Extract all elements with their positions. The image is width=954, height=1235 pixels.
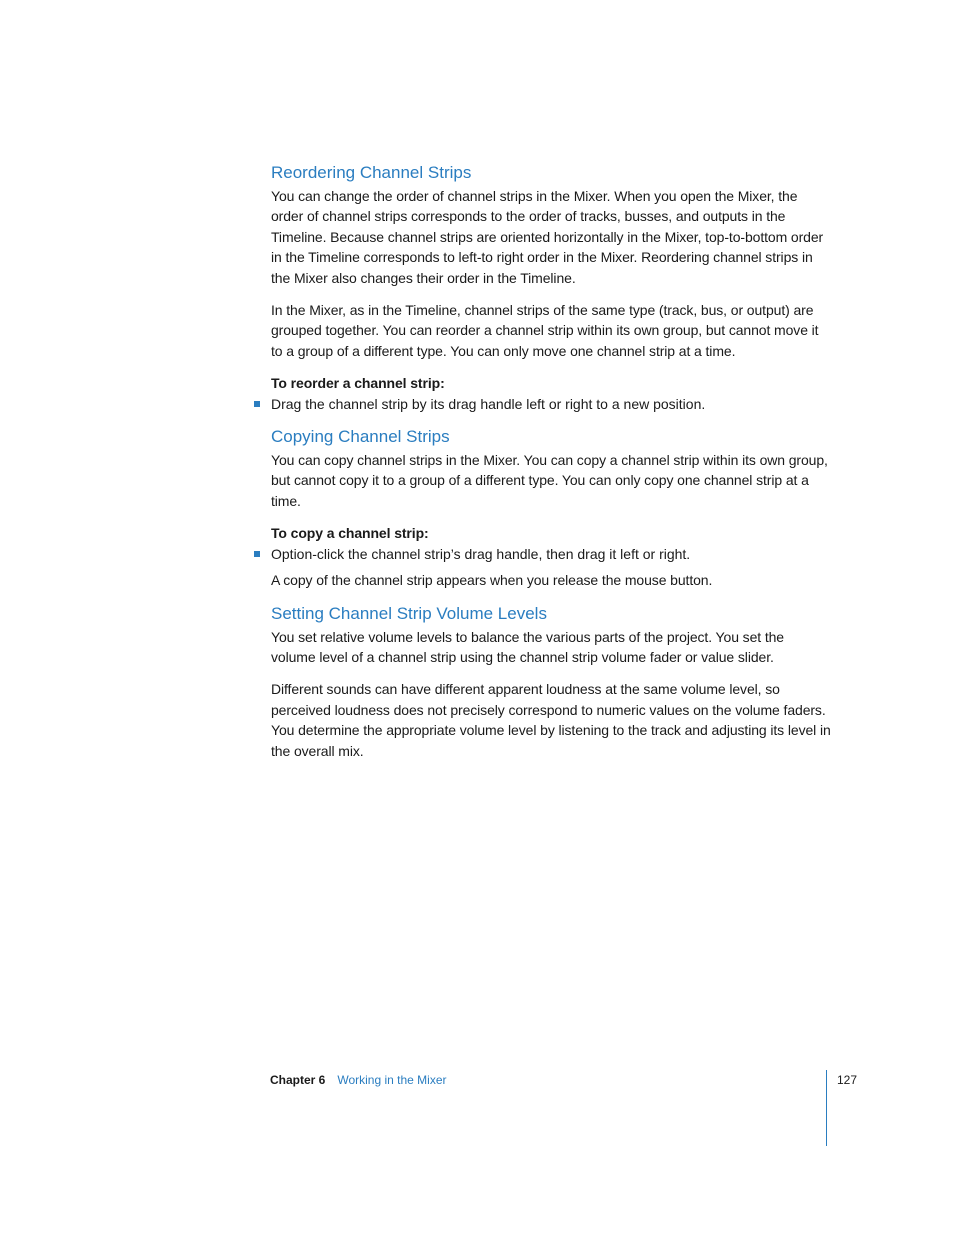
bullet-item	[271, 394, 831, 414]
body-paragraph: You can copy channel strips in the Mixer. You can copy a channel strip within its own group, but cannot copy it to a group of a different type. You can only copy one channel strip at a time.	[271, 452, 828, 509]
section-heading: Setting Channel Strip Volume Levels	[271, 603, 547, 623]
body-paragraph: A copy of the channel strip appears when you release the mouse button.	[271, 572, 713, 589]
page-number: 127	[837, 1073, 858, 1087]
section-heading: Copying Channel Strips	[271, 427, 450, 447]
section-heading: Reordering Channel Strips	[271, 163, 472, 182]
footer-chapter-title: Working in the Mixer	[337, 1073, 447, 1087]
bullet-text: Option-click the channel strip’s drag handle, then drag it left or right.	[271, 545, 691, 562]
page-footer	[270, 1072, 447, 1088]
body-paragraph: Different sounds can have different apparent loudness at the same volume level, so perceived loudness does not precisely correspond to numeric values on the volume faders. You determine the appropriate volume level by listening to the track and adjusting its level in the overall mix.	[271, 681, 831, 759]
footer-divider	[826, 1070, 827, 1146]
task-label: To reorder a channel strip:	[271, 375, 445, 392]
task-label: To copy a channel strip:	[271, 525, 429, 542]
body-paragraph: In the Mixer, as in the Timeline, channel strips of the same type (track, bus, or output) are grouped together. You can reorder a channel strip within its own group, but cannot move it to a group of a different type. You can only move one channel strip at a time.	[271, 302, 819, 359]
body-paragraph: You set relative volume levels to balance the various parts of the project. You set the volume level of a channel strip using the channel strip volume fader or value slider.	[271, 628, 784, 665]
bullet-text: Drag the channel strip by its drag handle left or right to a new position.	[271, 395, 706, 412]
body-paragraph: You can change the order of channel strips in the Mixer. When you open the Mixer, the order of channel strips corresponds to the order of tracks, busses, and outputs in the Timeline. Because channel strips are oriented horizontally in the Mixer, top-to-bottom order in the Timeline corresponds to left-to right order in the Mixer. Reordering channel strips in the Mixer also changes their order in the Timeline.	[271, 188, 824, 286]
bullet-item	[271, 544, 831, 564]
footer-chapter: Chapter 6	[270, 1073, 326, 1087]
section-copying	[271, 426, 831, 590]
bullet-square-icon	[254, 551, 260, 557]
section-reordering	[271, 162, 831, 414]
section-volume-levels	[271, 603, 831, 761]
bullet-square-icon	[254, 401, 260, 407]
page-content	[271, 162, 831, 773]
